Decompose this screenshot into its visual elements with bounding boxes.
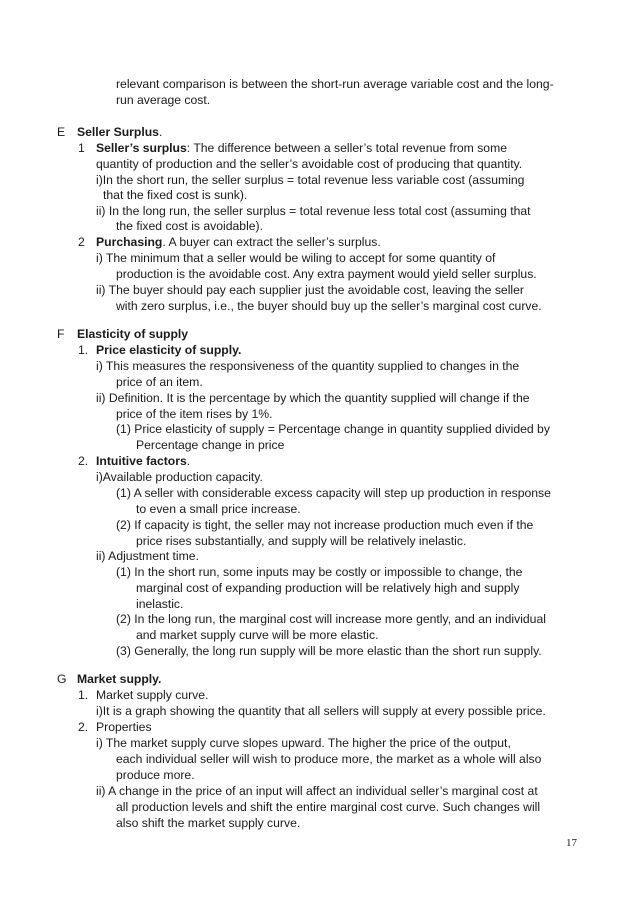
list-label: 2. [78, 720, 89, 734]
body-text: . [186, 454, 191, 468]
body-text: Market supply curve. [96, 688, 209, 702]
body-text: i) The market supply curve slopes upward. The higher the price of the output, [96, 736, 511, 750]
text-line [78, 141, 507, 156]
body-text: production is the avoidable cost. Any extra payment would yield seller surplus. [116, 267, 537, 281]
text-line [96, 251, 495, 266]
body-text: also shift the market supply curve. [116, 816, 301, 830]
body-text: ii) In the long run, the seller surplus = total revenue less total cost (assuming that [96, 204, 531, 218]
body-text: (2) If capacity is tight, the seller may not increase production much even if the [116, 518, 534, 532]
body-text: ii) A change in the price of an input will affect an individual seller’s marginal cost at [96, 784, 538, 798]
body-text: quantity of production and the seller’s avoidable cost of producing that quantity. [96, 157, 523, 171]
page-number: 17 [566, 837, 577, 849]
bold-heading-text: Purchasing [96, 235, 163, 249]
text-line [116, 644, 542, 659]
text-line [96, 704, 546, 719]
text-line [96, 204, 531, 219]
body-text: i)Available production capacity. [96, 470, 263, 484]
body-text: price of an item. [116, 375, 203, 389]
text-line [96, 157, 522, 172]
body-text: with zero surplus, i.e., the buyer should buy up the seller’s marginal cost curve. [116, 299, 542, 313]
text-line [96, 549, 199, 564]
text-line [136, 438, 284, 453]
body-text: all production levels and shift the entire marginal cost curve. Such changes will [116, 800, 541, 814]
body-text: (2) In the long run, the marginal cost will increase more gently, and an individual [116, 612, 546, 626]
bold-heading-text: Seller Surplus [77, 125, 159, 139]
text-line [116, 77, 554, 92]
text-line [116, 816, 300, 831]
text-line [116, 219, 263, 234]
text-line [96, 173, 524, 188]
text-line [116, 565, 522, 580]
body-text: (1) Price elasticity of supply = Percentage change in quantity supplied divided by [116, 422, 550, 436]
text-line [78, 343, 241, 358]
text-line [116, 422, 550, 437]
text-line [103, 188, 247, 203]
body-text: to even a small price increase. [136, 502, 301, 516]
text-line [78, 235, 381, 250]
body-text: that the fixed cost is sunk). [103, 188, 248, 202]
body-text: i)In the short run, the seller surplus = total revenue less variable cost (assuming [96, 173, 525, 187]
text-line [136, 628, 379, 643]
bold-heading-text: Seller’s surplus [96, 141, 187, 155]
text-line [116, 486, 551, 501]
bold-heading-text: Price elasticity of supply. [96, 343, 242, 357]
body-text: (3) Generally, the long run supply will be more elastic than the short run supply. [116, 644, 542, 658]
text-line [116, 93, 210, 108]
list-label: 2 [78, 235, 85, 249]
body-text: the fixed cost is avoidable). [116, 219, 264, 233]
body-text: ii) Definition. It is the percentage by which the quantity supplied will change if the [96, 391, 530, 405]
bold-heading-text: Elasticity of supply [77, 327, 189, 341]
text-line [78, 720, 152, 735]
text-line [96, 283, 524, 298]
body-text: ii) The buyer should pay each supplier just the avoidable cost, leaving the seller [96, 283, 524, 297]
text-line [116, 299, 542, 314]
body-text: produce more. [116, 768, 195, 782]
body-text: each individual seller will wish to produce more, the market as a whole will also [116, 752, 542, 766]
body-text: i) This measures the responsiveness of the quantity supplied to changes in the [96, 359, 520, 373]
list-label: 1. [78, 343, 89, 357]
body-text: price of the item rises by 1%. [116, 407, 273, 421]
text-line [96, 391, 530, 406]
text-line [116, 518, 533, 533]
body-text: (1) In the short run, some inputs may be costly or impossible to change, the [116, 565, 523, 579]
list-label: E [57, 125, 66, 139]
list-label: 2. [78, 454, 89, 468]
body-text: price rises substantially, and supply will be relatively inelastic. [136, 534, 467, 548]
text-line [96, 784, 538, 799]
body-text: Properties [96, 720, 152, 734]
text-line [57, 327, 188, 342]
body-text: i)It is a graph showing the quantity that all sellers will supply at every possible price. [96, 704, 546, 718]
body-text: : The difference between a seller’s total revenue from some [186, 141, 507, 155]
text-line [116, 752, 541, 767]
bold-heading-text: Market supply. [77, 672, 162, 686]
body-text: . [158, 125, 163, 139]
text-line [116, 612, 546, 627]
list-label: 1 [78, 141, 85, 155]
text-line [116, 407, 272, 422]
text-line [57, 672, 161, 687]
text-line [136, 597, 183, 612]
text-line [57, 125, 162, 140]
list-label: F [57, 327, 65, 341]
text-line [116, 800, 540, 815]
body-text: relevant comparison is between the short-run average variable cost and the long- [116, 77, 554, 91]
text-line [116, 267, 537, 282]
body-text: i) The minimum that a seller would be wiling to accept for some quantity of [96, 251, 496, 265]
body-text: and market supply curve will be more elastic. [136, 628, 379, 642]
body-text: (1) A seller with considerable excess capacity will step up production in response [116, 486, 551, 500]
body-text: . A buyer can extract the seller’s surplus. [162, 235, 381, 249]
list-label: 1. [78, 688, 89, 702]
text-line [78, 688, 208, 703]
text-line [136, 581, 519, 596]
body-text: inelastic. [136, 597, 184, 611]
text-line [116, 375, 203, 390]
body-text: run average cost. [116, 93, 211, 107]
list-label: G [57, 672, 67, 686]
body-text: Percentage change in price [136, 438, 285, 452]
text-line [78, 454, 190, 469]
text-line [136, 534, 466, 549]
body-text: marginal cost of expanding production will be relatively high and supply [136, 581, 520, 595]
body-text: ii) Adjustment time. [96, 549, 199, 563]
text-line [96, 470, 263, 485]
text-line [136, 502, 301, 517]
bold-heading-text: Intuitive factors [96, 454, 187, 468]
text-line [96, 736, 511, 751]
text-line [116, 768, 195, 783]
text-line [96, 359, 519, 374]
